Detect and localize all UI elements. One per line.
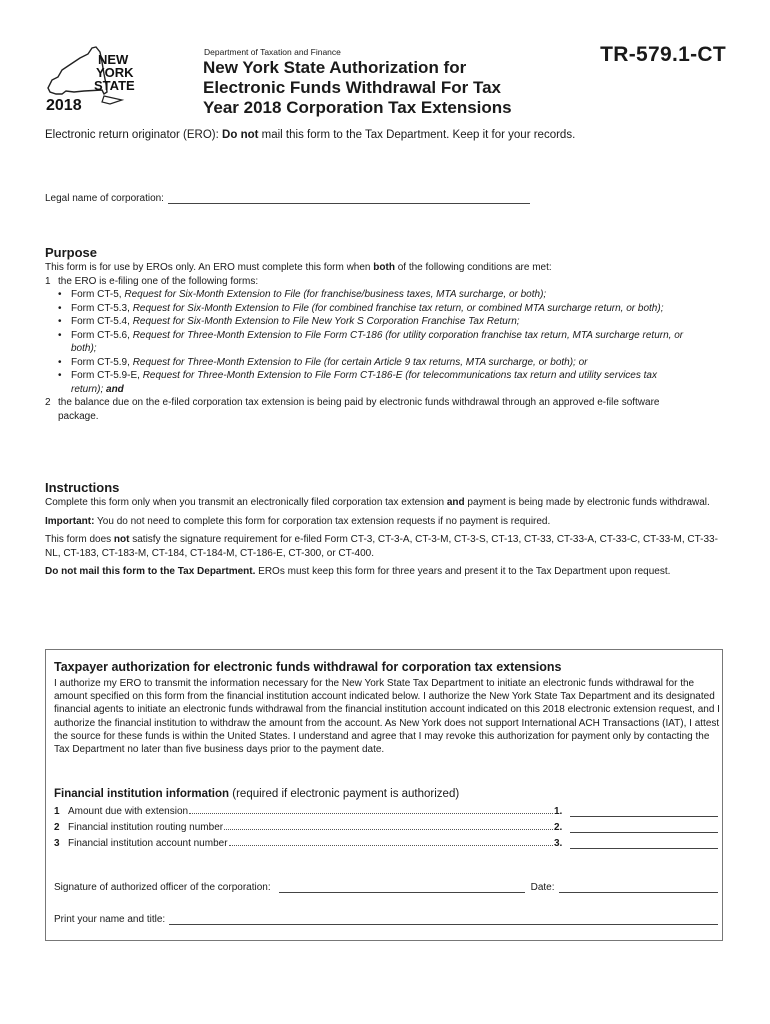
purpose-item-1: 1 the ERO is e-filing one of the following forms: [45,275,259,287]
instructions-p2: Important: You do not need to complete this form for corporation tax extension requests if no payment is required. [45,515,551,527]
instructions-section [45,480,725,579]
instructions-p1: Complete this form only when you transmit an electronically filed corporation tax extension and payment is being made by electronic funds withdrawal. [45,497,710,508]
logo-year: 2018 [46,97,82,114]
signature-label: Signature of authorized officer of the corporation: [54,882,271,893]
purpose-form-bullet: • Form CT-5.9-E, Request for Three-Month Extension to File Form CT-186-E (for telecommunications tax return and utility services tax return); and [58,370,657,395]
instructions-heading: Instructions [45,480,120,495]
routing-number-row: 2 Financial institution routing number 2. [54,822,718,833]
purpose-form-bullet: • Form CT-5.3, Request for Six-Month Extension to File (for combined franchise tax return, or combined MTA surcharge return, or both); [58,302,664,314]
logo-line-2: YORK [96,65,134,80]
form-number: TR-579.1-CT [600,43,726,66]
purpose-form-bullet: • Form CT-5.9, Request for Three-Month Extension to File (for certain Article 9 tax returns, MTA surcharge, or both); or [58,356,588,368]
print-name-field[interactable] [169,914,718,925]
instructions-p3: This form does not satisfy the signature requirement for e-filed Form CT-3, CT-3-A, CT-3-M, CT-3-S, CT-13, CT-33, CT-33-A, CT-33-C, CT-33-M, CT-33-NL, CT-183, CT-183-M, CT-184, CT-184-M, CT-186-E, CT-300, or CT-400. [45,534,718,559]
purpose-form-bullet: • Form CT-5.6, Request for Three-Month Extension to File Form CT-186 (for utility corporation franchise tax return, MTA surcharge return, or both); [58,329,684,354]
new-york-state-logo [44,44,156,114]
amount-due-row: 1 Amount due with extension 1. [54,806,718,817]
authorization-heading: Taxpayer authorization for electronic funds withdrawal for corporation tax extensions [54,660,562,674]
legal-name-field[interactable] [168,193,530,204]
amount-due-field[interactable] [570,806,718,817]
print-name-label: Print your name and title: [54,914,166,925]
financial-info-heading: Financial institution information (required if electronic payment is authorized) [54,788,460,800]
legal-name-label: Legal name of corporation: [45,193,164,204]
signature-row [54,882,718,893]
date-label: Date: [530,882,555,893]
title-line-1: New York State Authorization for [203,58,467,77]
purpose-intro: This form is for use by EROs only. An ERO must complete this form when both of the following conditions are met: [45,262,552,273]
account-number-field[interactable] [570,838,718,849]
title-line-2: Electronic Funds Withdrawal For Tax [203,78,502,97]
ero-note: Electronic return originator (ERO): Do not mail this form to the Tax Department. Keep it for your records. [45,129,576,141]
routing-number-field[interactable] [570,822,718,833]
authorization-text: I authorize my ERO to transmit the information necessary for the New York State Tax Department to initiate an electronic funds withdrawal for the amount specified on this form from the financial institution account indicated below. I authorize the New York State Tax Department and its designated financial agents to initiate an electronic funds withdrawal from the financial institution account indicated on this 2018 electronic extension request, and I authorize the financial institution to withdraw the amount from the account. As New York does not support International ACH Transactions (IAT), I attest the source for these funds is within the United States. I understand and agree that I may revoke this authorization for payment only by contacting the Tax Department no later than five business days prior to the payment date. [54,678,720,756]
purpose-form-bullet: • Form CT-5, Request for Six-Month Extension to File (for franchise/business taxes, MTA surcharge, or both); [58,289,547,300]
title-line-3: Year 2018 Corporation Tax Extensions [203,98,512,117]
account-number-row: 3 Financial institution account number 3. [54,838,718,849]
date-field[interactable] [559,882,718,893]
instructions-p4: Do not mail this form to the Tax Department. EROs must keep this form for three years and present it to the Tax Department upon request. [45,566,671,577]
form-title [203,58,563,118]
purpose-form-bullet: • Form CT-5.4, Request for Six-Month Extension to File New York S Corporation Franchise Tax Return; [58,316,520,327]
print-name-row [54,914,718,925]
legal-name-row [45,193,530,204]
department-name: Department of Taxation and Finance [204,47,341,57]
signature-field[interactable] [279,882,525,893]
logo-line-1: NEW [98,52,129,67]
purpose-section [45,245,725,423]
purpose-heading: Purpose [45,245,98,260]
purpose-item-2: 2 the balance due on the e-filed corporation tax extension is being paid by electronic funds withdrawal through an approved e-file software package. [45,397,660,422]
logo-line-3: STATE [94,78,135,93]
authorization-box [45,649,723,941]
